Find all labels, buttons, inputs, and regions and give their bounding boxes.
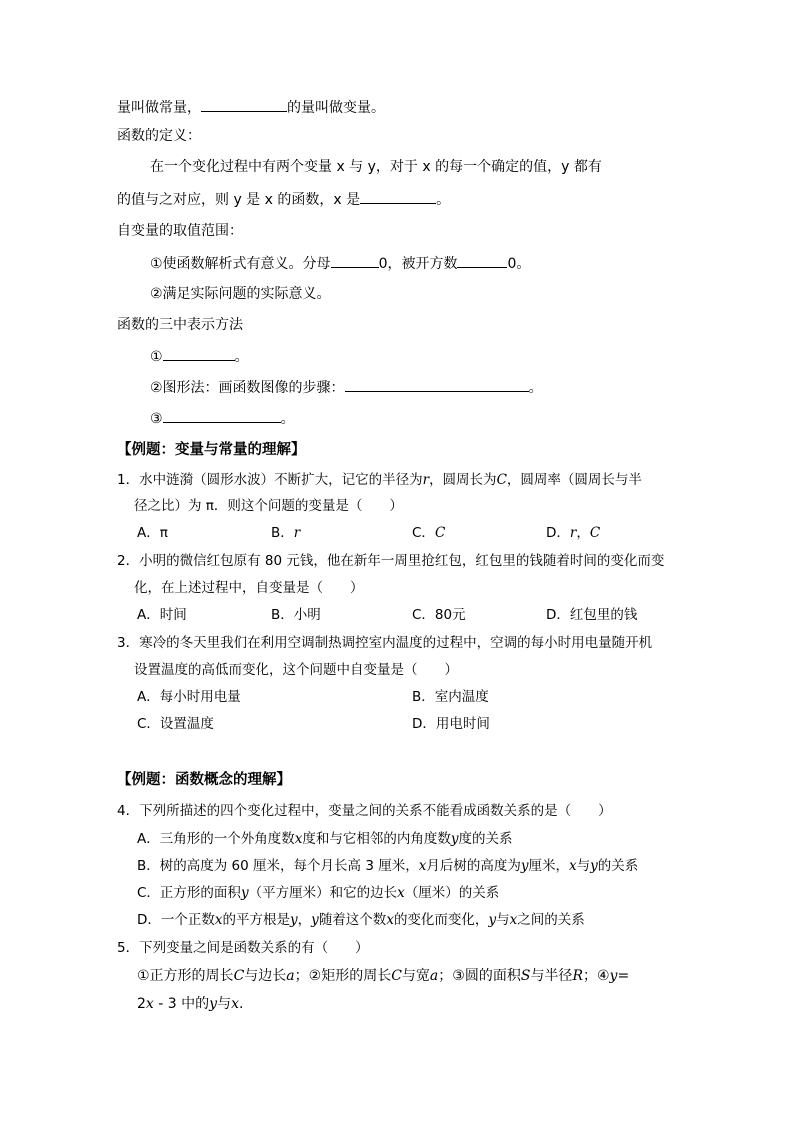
var: C — [233, 968, 245, 984]
var: x — [418, 858, 427, 874]
section-title: 【例题：变量与常量的理解】 — [117, 442, 306, 458]
text: 月后树的高度为 — [426, 858, 521, 874]
text: ① — [150, 349, 163, 365]
question-1-line-1 — [117, 470, 642, 490]
q4-option-a[interactable] — [137, 829, 513, 849]
text: 度和与它相邻的内角度数 — [302, 831, 451, 847]
text: ①使函数解析式有意义。分母 — [150, 256, 331, 272]
definition-line-2 — [117, 189, 450, 210]
text: D．一个正数 — [137, 912, 215, 928]
text: B． — [271, 525, 294, 541]
var: y — [209, 996, 218, 1012]
q3-option-c[interactable]: C．设置温度 — [137, 716, 214, 732]
q3-option-a[interactable]: A．每小时用电量 — [137, 689, 241, 705]
text: 1．水中涟漪（圆形水波）不断扩大，记它的半径为 — [117, 472, 423, 488]
text: 的量叫做变量。 — [287, 100, 385, 116]
text: 的关系 — [597, 858, 639, 874]
var: x — [214, 912, 223, 928]
var: y — [290, 912, 298, 928]
text: 2 — [137, 996, 146, 1012]
text: 的平方根是 — [222, 912, 291, 928]
method-2 — [150, 377, 543, 398]
text: ②图形法：画函数图像的步骤： — [150, 380, 345, 396]
fill-blank[interactable] — [345, 377, 529, 392]
fill-blank[interactable] — [331, 253, 379, 268]
var: a — [429, 968, 439, 984]
text: 量叫做常量， — [117, 100, 201, 116]
text: ③ — [150, 411, 163, 427]
text: 之间的关系 — [517, 912, 585, 928]
text: 。 — [528, 380, 543, 396]
question-2-line-1: 2．小明的微信红包原有 80 元钱，他在新年一周里抢红包，红包里的钱随着时间的变化而变 — [117, 553, 665, 569]
text: （平方厘米）和它的边长 — [248, 885, 398, 901]
text: 随着这个数 — [318, 912, 387, 928]
var: C — [496, 472, 507, 488]
q1-option-b[interactable] — [271, 523, 300, 543]
var: y — [240, 885, 249, 901]
question-2-line-2: 化，在上述过程中，自变量是（ ） — [134, 580, 364, 596]
intro-line-1 — [117, 97, 385, 118]
question-5-line-2 — [137, 994, 243, 1014]
text: 厘米， — [528, 858, 569, 874]
text: ，圆周率（圆周长与半 — [506, 472, 642, 488]
q4-option-d[interactable] — [137, 910, 585, 930]
question-5-line-1 — [137, 966, 629, 986]
var: C — [589, 525, 601, 541]
text: 。 — [436, 192, 451, 208]
text: 与半径 — [530, 968, 573, 984]
q4-option-c[interactable] — [137, 883, 499, 903]
question-3-line-2: 设置温度的高低而变化，这个问题中自变量是（ ） — [134, 662, 458, 678]
text: = — [617, 968, 630, 984]
range-item-1 — [150, 253, 530, 274]
var: x — [294, 831, 303, 847]
var: x — [568, 858, 577, 874]
text: 0。 — [507, 256, 531, 272]
var: x — [231, 996, 239, 1012]
method-3 — [150, 408, 295, 429]
question-3-line-1: 3．寒冷的冬天里我们在利用空调制热调控室内温度的过程中，空调的每小时用电量随开机 — [117, 635, 653, 651]
text: （厘米）的关系 — [404, 885, 500, 901]
fill-blank[interactable] — [163, 408, 281, 423]
var: x — [509, 912, 518, 928]
fill-blank[interactable] — [163, 346, 235, 361]
q2-option-c[interactable]: C．80元 — [412, 607, 466, 623]
text: 。 — [280, 411, 295, 427]
text: . — [238, 996, 244, 1012]
question-1-line-2: 径之比）为 π．则这个问题的变量是（ ） — [134, 498, 403, 514]
q2-option-b[interactable]: B．小明 — [271, 607, 321, 623]
text: C． — [412, 525, 435, 541]
var: r — [422, 472, 430, 488]
question-4-stem: 4．下列所描述的四个变化过程中，变量之间的关系不能看成函数关系的是（ ） — [117, 803, 612, 819]
var: x — [397, 885, 405, 901]
text: ；②矩形的周长 — [294, 968, 392, 984]
var: R — [572, 968, 583, 984]
var: C — [391, 968, 402, 984]
var: r — [569, 525, 577, 541]
range-heading: 自变量的取值范围： — [117, 223, 243, 239]
text: C．正方形的面积 — [137, 885, 241, 901]
text: 度的关系 — [458, 831, 513, 847]
text: 。 — [234, 349, 249, 365]
question-5-stem: 5．下列变量之间是函数关系的有（ ） — [117, 940, 369, 956]
text: 与宽 — [401, 968, 430, 984]
text: - 3 中的 — [153, 996, 210, 1012]
var: S — [520, 968, 531, 984]
var: y — [450, 831, 459, 847]
range-item-2: ②满足实际问题的实际意义。 — [150, 286, 331, 302]
var: y — [520, 858, 529, 874]
section-title: 【例题：函数概念的理解】 — [117, 772, 291, 788]
text: B．树的高度为 60 厘米，每个月长高 3 厘米， — [137, 858, 419, 874]
text: ，圆周长为 — [429, 472, 497, 488]
var: C — [434, 525, 446, 541]
definition-heading: 函数的定义： — [117, 128, 201, 144]
method-1 — [150, 346, 249, 367]
text: 的变化而变化， — [393, 912, 489, 928]
text: ；③圆的面积 — [438, 968, 521, 984]
text: ①正方形的周长 — [137, 968, 234, 984]
text: 0，被开方数 — [378, 256, 458, 272]
q4-option-b[interactable] — [137, 856, 638, 876]
var: y — [590, 858, 598, 874]
var: a — [286, 968, 295, 984]
q3-option-b[interactable]: B．室内温度 — [412, 689, 489, 705]
methods-heading: 函数的三中表示方法 — [117, 317, 243, 333]
q1-option-d[interactable] — [546, 523, 600, 543]
text: 与 — [576, 858, 591, 874]
definition-line-1: 在一个变化过程中有两个变量 x 与 y，对于 x 的每一个确定的值，y 都有 — [150, 159, 602, 175]
text: ；④ — [582, 968, 610, 984]
text: 与 — [496, 912, 510, 928]
var: y — [488, 912, 497, 928]
text: 与 — [217, 996, 232, 1012]
var: r — [293, 525, 301, 541]
fill-blank[interactable] — [360, 189, 436, 204]
var: x — [145, 996, 154, 1012]
fill-blank[interactable] — [457, 253, 507, 268]
q3-option-d[interactable]: D．用电时间 — [412, 716, 490, 732]
text: ， — [576, 525, 590, 541]
fill-blank[interactable] — [201, 97, 287, 112]
q2-option-d[interactable]: D．红包里的钱 — [546, 607, 638, 623]
q2-option-a[interactable]: A．时间 — [137, 607, 187, 623]
q1-option-c[interactable] — [412, 523, 445, 543]
text: 与边长 — [244, 968, 287, 984]
var: x — [386, 912, 394, 928]
text: ， — [297, 912, 312, 928]
var: y — [311, 912, 319, 928]
text: A．三角形的一个外角度数 — [137, 831, 295, 847]
text: 的值与之对应，则 y 是 x 的函数，x 是 — [117, 192, 361, 208]
var: y — [609, 968, 618, 984]
text: D． — [546, 525, 570, 541]
q1-option-a[interactable]: A．π — [137, 525, 168, 541]
